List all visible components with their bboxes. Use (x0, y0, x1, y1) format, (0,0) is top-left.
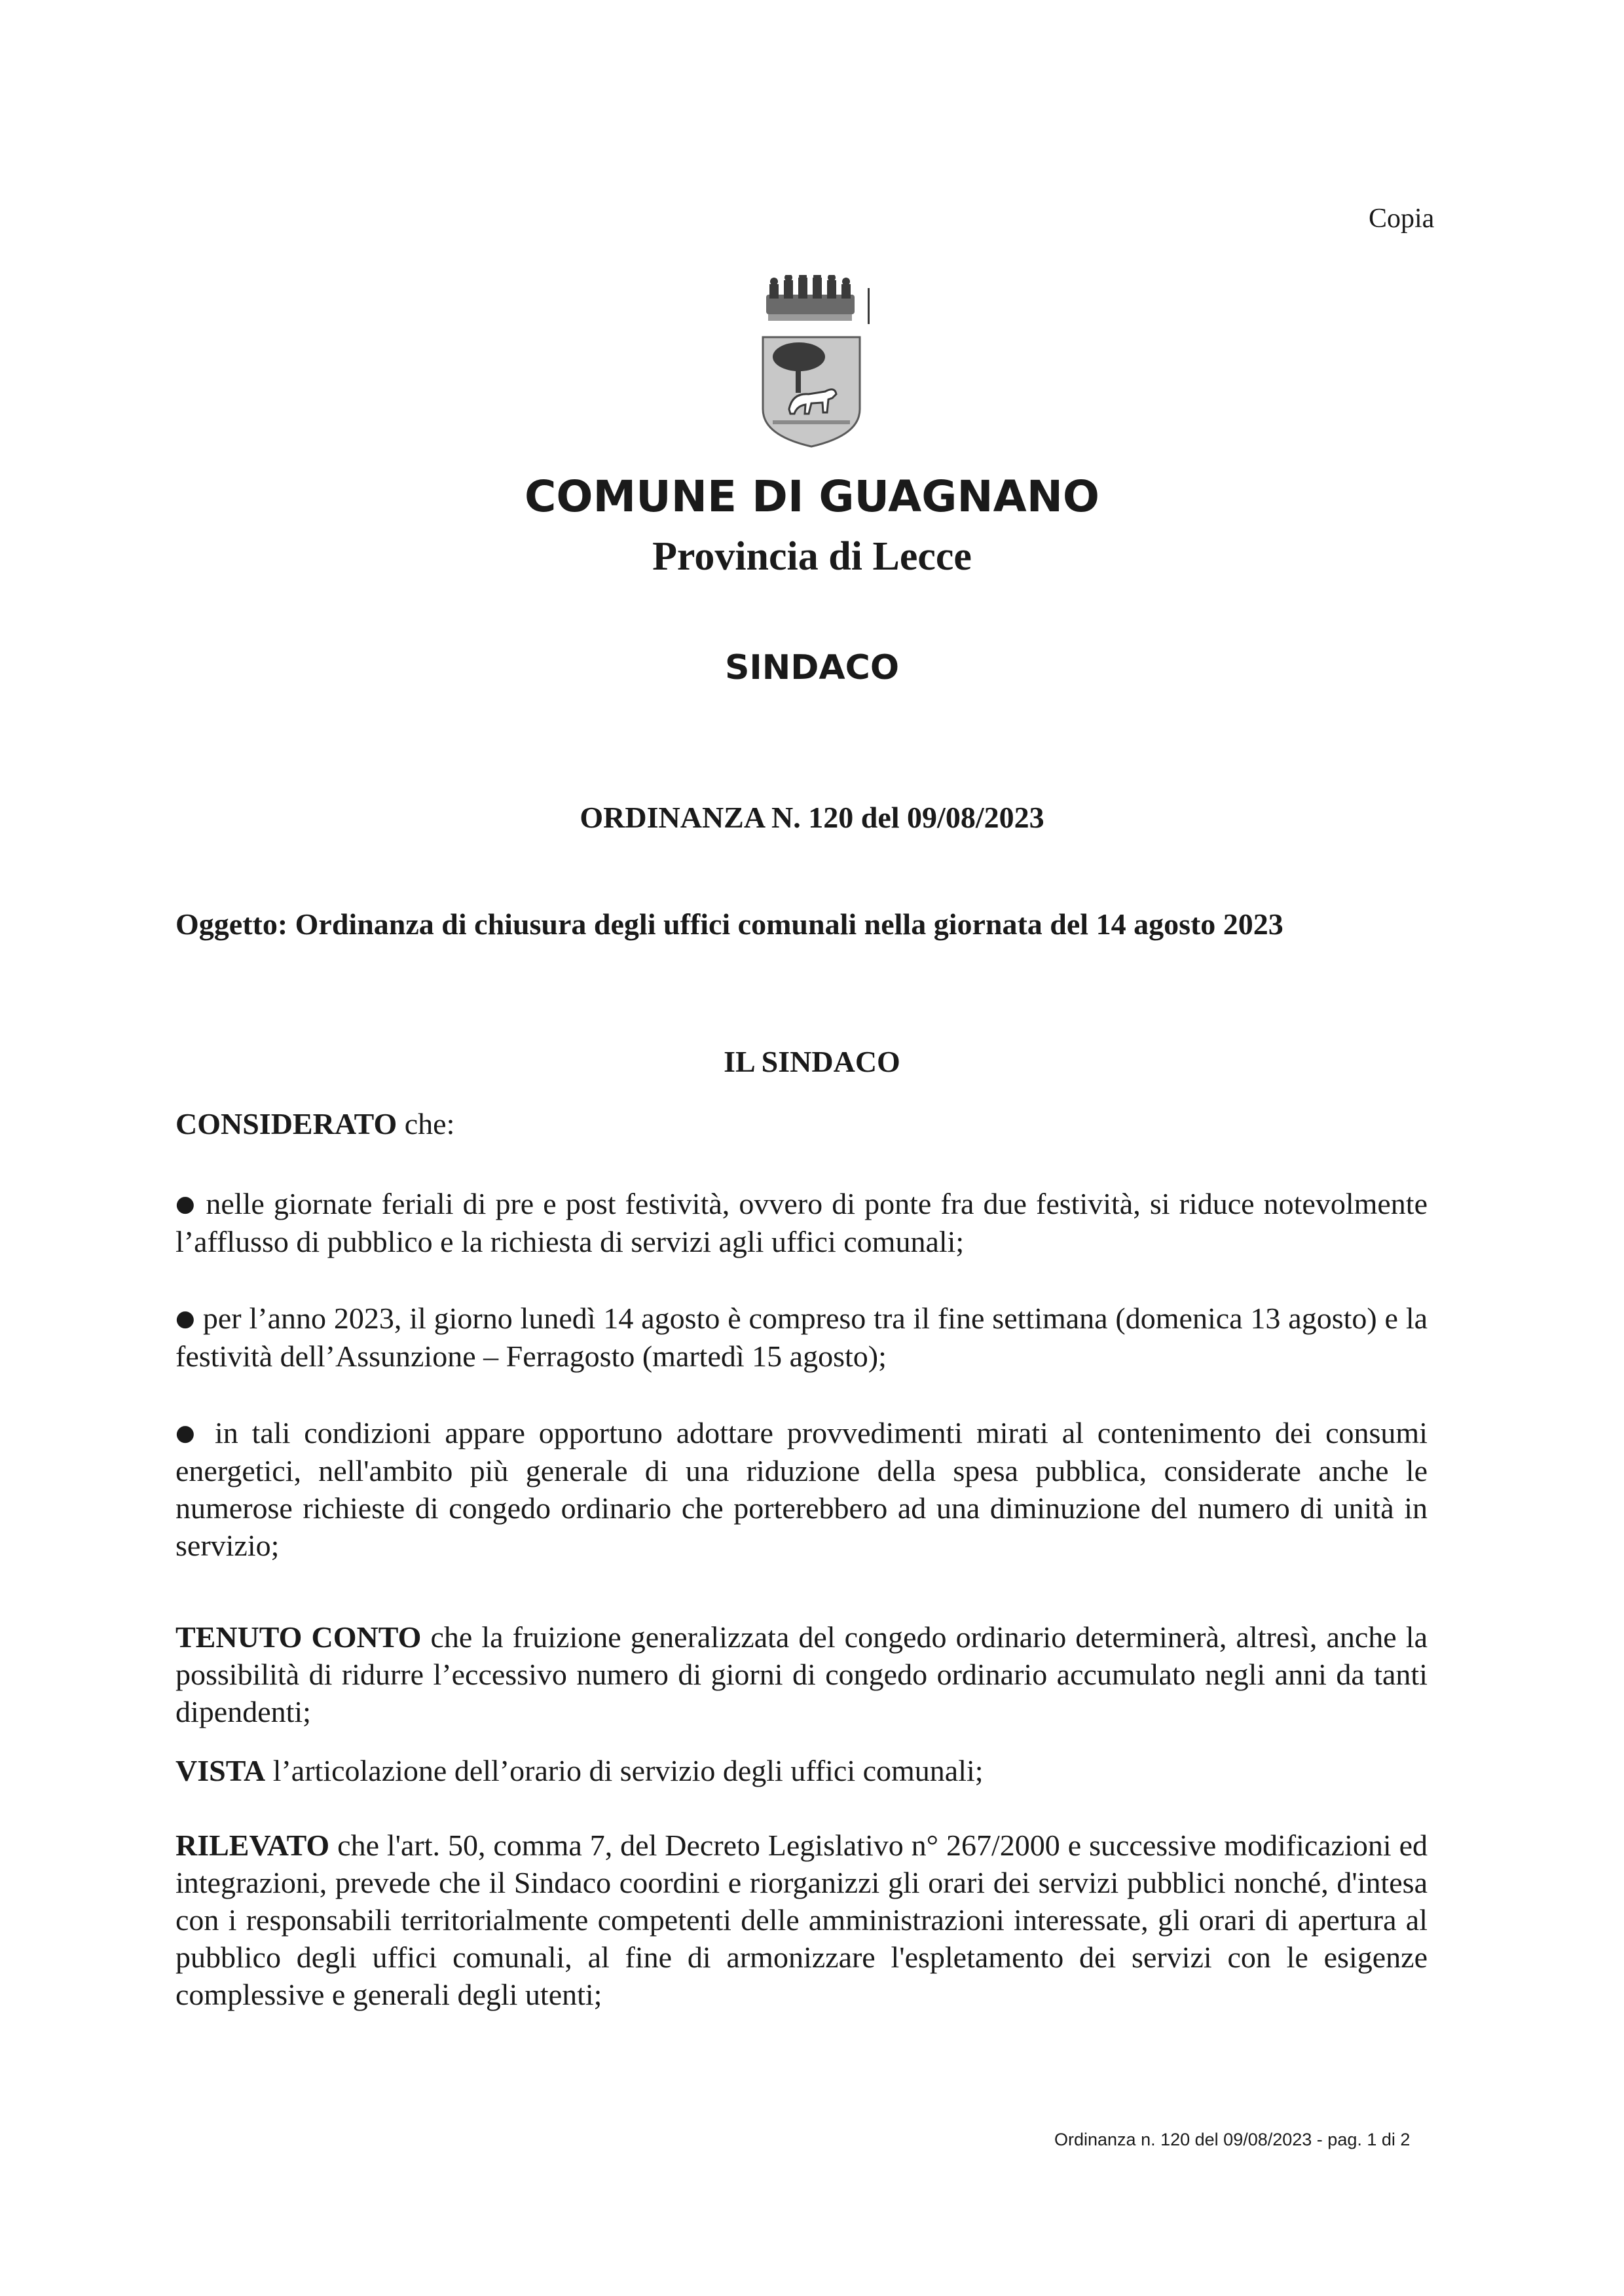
ordinance-subject: Oggetto: Ordinanza di chiusura degli uffici comunali nella giornata del 14 agosto 2023 (175, 907, 1283, 941)
considerato-clause (175, 1106, 454, 1141)
rilevato-text: che l'art. 50, comma 7, del Decreto Legislativo n° 267/2000 e successive modificazioni ed integrazioni, prevede che il Sindaco coordini e riorganizzi gli orari dei servizi pubblici nonché, d'intesa con i responsabili territorialmente competenti delle amministrazioni interessate, gli orari di apertura al pubblico degli uffici comunali, al fine di armonizzare l'espletamento dei servizi con le esigenze complessive e generali degli utenti; (175, 1829, 1428, 2011)
rilevato-clause (175, 1827, 1428, 2013)
considerato-label: CONSIDERATO (175, 1107, 397, 1140)
bullet-icon: ● (175, 1305, 196, 1332)
office-heading: SINDACO (724, 648, 900, 687)
bullet-text: in tali condizioni appare opportuno adottare provvedimenti mirati al contenimento dei consumi energetici, nell'ambito più generale di una riduzione della spesa pubblica, considerate anche le numerose richieste di congedo ordinario che porterebbero ad una diminuzione del numero di unità in servizio; (175, 1416, 1428, 1562)
tenuto-conto-text: che la fruizione generalizzata del congedo ordinario determinerà, altresì, anche la possibilità di ridurre l’eccessivo numero di giorni di congedo ordinario accumulato negli anni da tanti dipendenti; (175, 1620, 1428, 1728)
tenuto-conto-clause (175, 1618, 1428, 1730)
page-footer: Ordinanza n. 120 del 09/08/2023 - pag. 1 di 2 (1054, 2130, 1411, 2149)
mayor-heading: IL SINDACO (724, 1045, 900, 1078)
considerato-text: che: (397, 1107, 455, 1140)
bullet-text: nelle giornate feriali di pre e post festività, ovvero di ponte fra due festività, si riduce notevolmente l’afflusso di pubblico e la richiesta di servizi agli uffici comunali; (175, 1187, 1428, 1258)
vista-clause (175, 1752, 1428, 1789)
municipality-title: COMUNE DI GUAGNANO (524, 471, 1100, 522)
bullet-text: per l’anno 2023, il giorno lunedì 14 agosto è compreso tra il fine settimana (domenica 13 agosto) e la festività dell’Assunzione – Ferragosto (martedì 15 agosto); (175, 1302, 1428, 1373)
bullet-item (175, 1414, 1428, 1564)
bullet-item (175, 1185, 1428, 1260)
ordinance-number: ORDINANZA N. 120 del 09/08/2023 (580, 801, 1044, 834)
province-subtitle: Provincia di Lecce (652, 534, 972, 579)
municipal-crest-icon (743, 275, 881, 452)
bullet-icon: ● (175, 1191, 197, 1217)
bullet-item (175, 1300, 1428, 1375)
copy-label: Copia (1369, 204, 1435, 234)
tenuto-conto-label: TENUTO CONTO (175, 1620, 422, 1654)
bullet-icon: ● (175, 1420, 202, 1446)
vista-label: VISTA (175, 1754, 266, 1787)
vista-text: l’articolazione dell’orario di servizio degli uffici comunali; (265, 1754, 984, 1787)
rilevato-label: RILEVATO (175, 1829, 330, 1862)
